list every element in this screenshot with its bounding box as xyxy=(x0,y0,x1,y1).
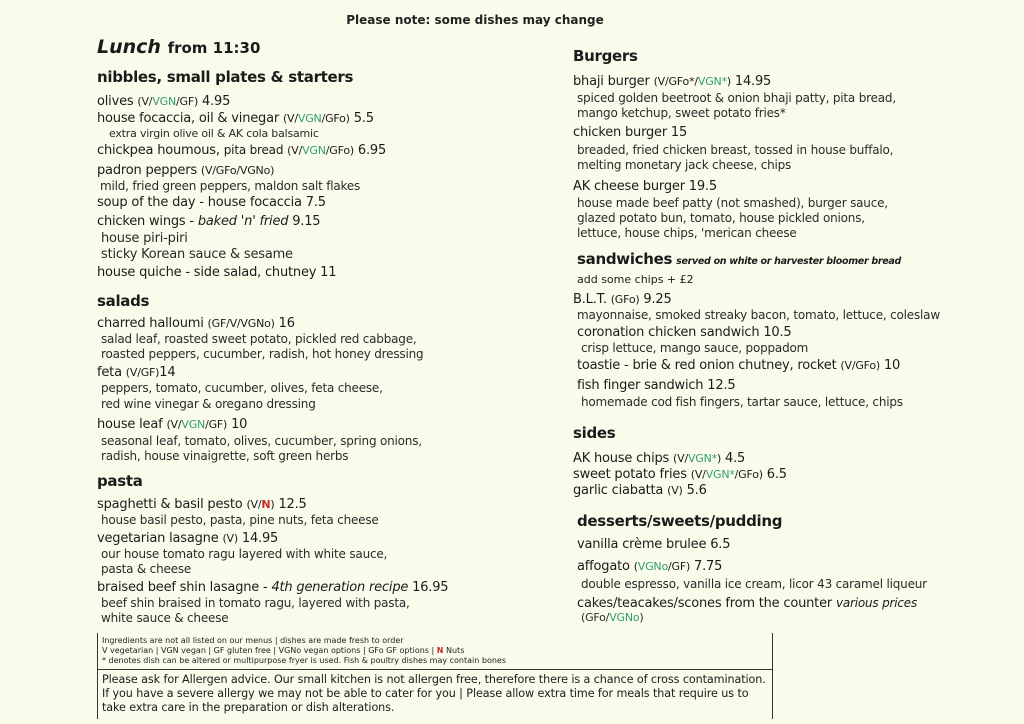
focaccia-description: extra virgin olive oil & AK cola balsamic xyxy=(109,127,319,140)
beef-lasagne-description-1: beef shin braised in tomato ragu, layered with pasta, xyxy=(101,596,410,610)
menu-item-blt: B.L.T. (GFo) 9.25 xyxy=(573,292,672,307)
blt-description: mayonnaise, smoked streaky bacon, tomato, lettuce, coleslaw xyxy=(577,308,940,322)
pesto-description: house basil pesto, pasta, pine nuts, feta cheese xyxy=(101,513,379,527)
cheese-burger-description-1: house made beef patty (not smashed), burger sauce, xyxy=(577,196,888,210)
veg-lasagne-description-1: our house tomato ragu layered with white sauce, xyxy=(101,547,388,561)
house-leaf-description-2: radish, house vinaigrette, soft green herbs xyxy=(101,449,349,463)
bhaji-description-1: spiced golden beetroot & onion bhaji patty, pita bread, xyxy=(577,91,896,105)
section-starters-heading: nibbles, small plates & starters xyxy=(97,68,354,86)
cakes-dietary-tags: (GFo/VGNo) xyxy=(581,611,644,624)
menu-item-cheese-burger: AK cheese burger 19.5 xyxy=(573,179,717,194)
menu-item-padron: padron peppers (V/GFo/VGNo) xyxy=(97,163,275,178)
section-pasta-heading: pasta xyxy=(97,472,143,490)
menu-item-affogato: affogato (VGNo/GF) 7.75 xyxy=(577,559,723,574)
menu-item-sweet-potato-fries: sweet potato fries (V/VGN*/GFo) 6.5 xyxy=(573,467,787,482)
fish-finger-description: homemade cod fish fingers, tartar sauce, lettuce, chips xyxy=(581,395,903,409)
menu-item-focaccia: house focaccia, oil & vinegar (V/VGN/GFo) 5.5 xyxy=(97,111,374,126)
menu-item-creme-brulee: vanilla crème brulee 6.5 xyxy=(577,537,731,552)
feta-description-1: peppers, tomato, cucumber, olives, feta cheese, xyxy=(101,381,383,395)
beef-lasagne-description-2: white sauce & cheese xyxy=(101,611,229,625)
menu-item-house-leaf: house leaf (V/VGN/GF) 10 xyxy=(97,417,248,432)
divider xyxy=(98,669,772,670)
menu-item-veg-lasagne: vegetarian lasagne (V) 14.95 xyxy=(97,531,279,546)
menu-item-cakes: cakes/teacakes/scones from the counter various prices xyxy=(577,596,918,611)
menu-item-toastie: toastie - brie & red onion chutney, rocket (V/GFo) 10 xyxy=(577,358,901,373)
wings-sauce-2: sticky Korean sauce & sesame xyxy=(101,247,293,262)
menu-item-pesto: spaghetti & basil pesto (V/N) 12.5 xyxy=(97,497,307,512)
cheese-burger-description-3: lettuce, house chips, 'merican cheese xyxy=(577,226,797,240)
menu-item-house-chips: AK house chips (V/VGN*) 4.5 xyxy=(573,451,746,466)
menu-item-soup: soup of the day - house focaccia 7.5 xyxy=(97,195,326,210)
menu-item-feta: feta (V/GF)14 xyxy=(97,365,176,380)
menu-item-chicken-burger: chicken burger 15 xyxy=(573,125,688,140)
ingredients-note: Ingredients are not all listed on our menus | dishes are made fresh to order xyxy=(102,636,404,645)
section-salads-heading: salads xyxy=(97,292,150,310)
menu-item-quiche: house quiche - side salad, chutney 11 xyxy=(97,265,337,280)
page-title: Lunch from 11:30 xyxy=(97,36,261,58)
chicken-burger-description-1: breaded, fried chicken breast, tossed in house buffalo, xyxy=(577,143,894,157)
menu-item-bhaji-burger: bhaji burger (V/GFo*/VGN*) 14.95 xyxy=(573,74,772,89)
change-notice: Please note: some dishes may change xyxy=(346,13,604,27)
asterisk-note: * denotes dish can be altered or multipurpose fryer is used. Fish & poultry dishes may contain bones xyxy=(102,656,507,665)
menu-item-olives: olives (V/VGN/GF) 4.95 xyxy=(97,94,231,109)
section-sandwiches-heading: sandwiches served on white or harvester bloomer bread xyxy=(577,250,901,268)
menu-item-wings: chicken wings - baked 'n' fried 9.15 xyxy=(97,214,321,229)
allergen-advice: Please ask for Allergen advice. Our small kitchen is not allergen free, therefore there is a chance of cross contamination. If you have a severe allergy we may not be able to cater for you | Please allow extra time for meals that require us to take extra care in the preparation or dish alterations. xyxy=(102,673,766,714)
allergen-info-box xyxy=(97,633,773,719)
section-burgers-heading: Burgers xyxy=(573,47,638,65)
menu-item-fish-finger: fish finger sandwich 12.5 xyxy=(577,378,736,393)
add-chips-note: add some chips + £2 xyxy=(577,273,694,286)
menu-item-beef-lasagne: braised beef shin lasagne - 4th generation recipe 16.95 xyxy=(97,580,449,595)
menu-item-coronation: coronation chicken sandwich 10.5 xyxy=(577,325,792,340)
menu-item-garlic-ciabatta: garlic ciabatta (V) 5.6 xyxy=(573,483,707,498)
coronation-description: crisp lettuce, mango sauce, poppadom xyxy=(581,341,809,355)
section-desserts-heading: desserts/sweets/pudding xyxy=(577,512,783,530)
halloumi-description-1: salad leaf, roasted sweet potato, pickled red cabbage, xyxy=(101,332,417,346)
section-sides-heading: sides xyxy=(573,424,616,442)
dietary-key: V vegetarian | VGN vegan | GF gluten free | VGNo vegan options | GFo GF options | N Nuts xyxy=(102,646,465,655)
house-leaf-description-1: seasonal leaf, tomato, olives, cucumber, spring onions, xyxy=(101,434,422,448)
bhaji-description-2: mango ketchup, sweet potato fries* xyxy=(577,106,786,120)
halloumi-description-2: roasted peppers, cucumber, radish, hot honey dressing xyxy=(101,347,424,361)
padron-description: mild, fried green peppers, maldon salt flakes xyxy=(100,179,361,193)
cheese-burger-description-2: glazed potato bun, tomato, house pickled onions, xyxy=(577,211,865,225)
chicken-burger-description-2: melting monetary jack cheese, chips xyxy=(577,158,792,172)
wings-sauce-1: house piri-piri xyxy=(101,231,188,246)
feta-description-2: red wine vinegar & oregano dressing xyxy=(101,397,316,411)
veg-lasagne-description-2: pasta & cheese xyxy=(101,562,192,576)
menu-item-halloumi: charred halloumi (GF/V/VGNo) 16 xyxy=(97,316,295,331)
affogato-description: double espresso, vanilla ice cream, licor 43 caramel liqueur xyxy=(581,577,927,591)
menu-item-houmous: chickpea houmous, pita bread (V/VGN/GFo) 6.95 xyxy=(97,143,387,158)
